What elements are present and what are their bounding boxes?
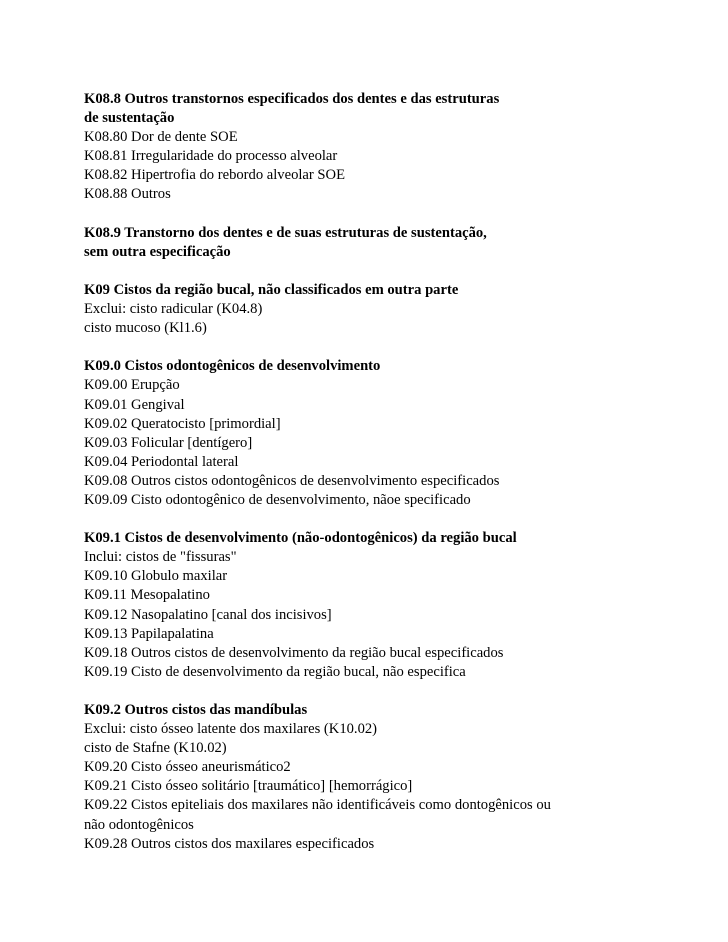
list-item: cisto mucoso (Kl1.6) <box>84 320 207 337</box>
section-heading: sem outra especificação <box>84 243 231 260</box>
section-k09 <box>84 281 704 338</box>
section-k08-8 <box>84 90 704 205</box>
section-heading: K09.1 Cistos de desenvolvimento (não-odontogênicos) da região bucal <box>84 530 517 547</box>
list-item: K09.08 Outros cistos odontogênicos de desenvolvimento especificados <box>84 472 500 489</box>
list-item: K08.81 Irregularidade do processo alveolar <box>84 148 338 165</box>
section-heading: K08.9 Transtorno dos dentes e de suas estruturas de sustentação, <box>84 224 487 241</box>
list-item: cisto de Stafne (K10.02) <box>84 740 227 757</box>
section-heading: K08.8 Outros transtornos especificados dos dentes e das estruturas <box>84 91 500 107</box>
list-item: K09.01 Gengival <box>84 396 185 413</box>
list-item: K09.21 Cisto ósseo solitário [traumático] [hemorrágico] <box>84 778 413 795</box>
list-item: K09.19 Cisto de desenvolvimento da região bucal, não especifica <box>84 663 466 680</box>
list-item: K09.11 Mesopalatino <box>84 587 210 604</box>
section-heading: K09.0 Cistos odontogênicos de desenvolvimento <box>84 358 381 375</box>
list-item: K09.28 Outros cistos dos maxilares especificados <box>84 835 375 852</box>
list-item: Exclui: cisto radicular (K04.8) <box>84 301 263 318</box>
list-item: K09.02 Queratocisto [primordial] <box>84 415 281 432</box>
section-k08-9 <box>84 224 704 262</box>
list-item: K09.09 Cisto odontogênico de desenvolvimento, nãoe specificado <box>84 491 471 508</box>
list-item: K08.82 Hipertrofia do rebordo alveolar SOE <box>84 167 345 184</box>
list-item: K09.13 Papilapalatina <box>84 625 214 642</box>
list-item: Exclui: cisto ósseo latente dos maxilares (K10.02) <box>84 721 378 738</box>
list-item: não odontogênicos <box>84 816 194 833</box>
section-k09-1 <box>84 529 704 682</box>
section-k09-2 <box>84 701 704 854</box>
list-item: K09.12 Nasopalatino [canal dos incisivos] <box>84 606 332 623</box>
list-item: K09.18 Outros cistos de desenvolvimento da região bucal especificados <box>84 644 504 661</box>
list-item: K09.22 Cistos epiteliais dos maxilares não identificáveis como dontogênicos ou <box>84 797 551 814</box>
section-heading: de sustentação <box>84 110 175 127</box>
list-item: K09.20 Cisto ósseo aneurismático2 <box>84 759 291 776</box>
list-item: K08.80 Dor de dente SOE <box>84 129 238 146</box>
section-heading: K09 Cistos da região bucal, não classificados em outra parte <box>84 281 459 298</box>
list-item: Inclui: cistos de "fissuras" <box>84 549 237 566</box>
section-k09-0 <box>84 357 704 510</box>
list-item: K09.03 Folicular [dentígero] <box>84 434 253 451</box>
document-page <box>84 90 704 873</box>
list-item: K08.88 Outros <box>84 186 171 203</box>
list-item: K09.10 Globulo maxilar <box>84 568 228 585</box>
section-heading: K09.2 Outros cistos das mandíbulas <box>84 702 308 718</box>
list-item: K09.04 Periodontal lateral <box>84 453 239 470</box>
list-item: K09.00 Erupção <box>84 377 180 394</box>
